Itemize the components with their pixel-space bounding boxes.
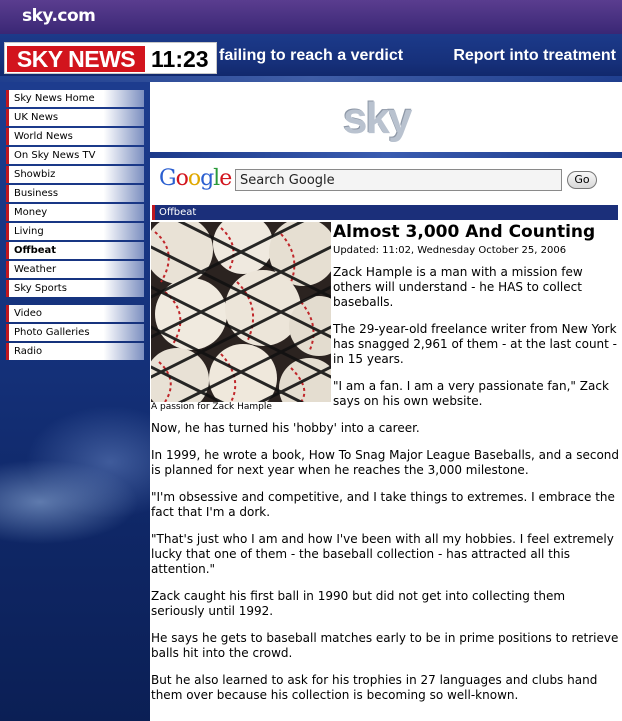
baseballs-image [151,222,331,402]
news-header [0,34,622,82]
article-paragraph: The 29-year-old freelance writer from New York has snagged 2,961 of them - at the last count - in 15 years. [333,322,618,366]
article-paragraph: But he also learned to ask for his trophies in 27 languages and clubs hand them over because his collection is becoming so well-known. [151,673,598,702]
sidebar-item-money[interactable]: Money [6,204,144,221]
article-paragraph: "I'm obsessive and competitive, and I take things to extremes. I embrace the fact that I'm a dork. [151,490,615,519]
search-row [150,158,622,202]
sidebar-item-sky-news-home[interactable]: Sky News Home [6,90,144,107]
sky-news-logo: SKY NEWS [7,46,145,72]
article-paragraph: He says he gets to baseball matches early to be in prime positions to retrieve balls hit into the crowd. [151,631,619,660]
sidebar-primary-nav [6,90,144,299]
sidebar-item-on-sky-news-tv[interactable]: On Sky News TV [6,147,144,164]
news-ticker-right[interactable]: Report into treatment [453,47,616,64]
sidebar-item-sky-sports[interactable]: Sky Sports [6,280,144,297]
sidebar-secondary-nav [6,305,144,362]
sidebar-item-world-news[interactable]: World News [6,128,144,145]
sidebar [0,82,150,721]
sky-com-logo[interactable]: sky.com [22,6,96,26]
article-content [150,202,622,721]
sidebar-item-showbiz[interactable]: Showbiz [6,166,144,183]
baseball-photo [151,222,331,402]
article-title: Almost 3,000 And Counting [333,222,596,242]
sidebar-item-business[interactable]: Business [6,185,144,202]
article-paragraph: In 1999, he wrote a book, How To Snag Major League Baseballs, and a second is planned for next year when he reaches the 3,000 milestone. [151,448,620,477]
google-logo: Google [159,166,232,191]
go-button[interactable]: Go [567,171,597,189]
sidebar-item-uk-news[interactable]: UK News [6,109,144,126]
sidebar-item-living[interactable]: Living [6,223,144,240]
top-bar [0,0,622,34]
article-paragraph: Zack caught his first ball in 1990 but did not get into collecting them seriously until 1992. [151,589,566,618]
article-paragraph: Zack Hample is a man with a mission few others will understand - he HAS to collect baseballs. [333,265,583,309]
sidebar-item-offbeat[interactable]: Offbeat [6,242,144,259]
search-input[interactable] [235,169,562,191]
article-paragraph: Now, he has turned his 'hobby' into a career. [151,421,420,435]
article-paragraph: "That's just who I am and how I've been with all my hobbies. I feel extremely lucky that one of them - the baseball collection - has attracted all this attention." [151,532,614,576]
news-ticker-left[interactable]: failing to reach a verdict [219,47,404,64]
sky-news-brand[interactable] [4,42,217,74]
article-paragraph: "I am a fan. I am a very passionate fan," Zack says on his own website. [333,379,609,408]
sidebar-item-video[interactable]: Video [6,305,144,322]
article-updated: Updated: 11:02, Wednesday October 25, 2006 [333,245,567,256]
sidebar-item-radio[interactable]: Radio [6,343,144,360]
banner-strip [150,90,622,152]
sidebar-item-weather[interactable]: Weather [6,261,144,278]
clock-time: 11:23 [151,46,209,72]
photo-caption: A passion for Zack Hample [151,402,272,412]
section-label: Offbeat [152,205,618,220]
sidebar-item-photo-galleries[interactable]: Photo Galleries [6,324,144,341]
sky-logo[interactable]: sky [343,94,411,143]
